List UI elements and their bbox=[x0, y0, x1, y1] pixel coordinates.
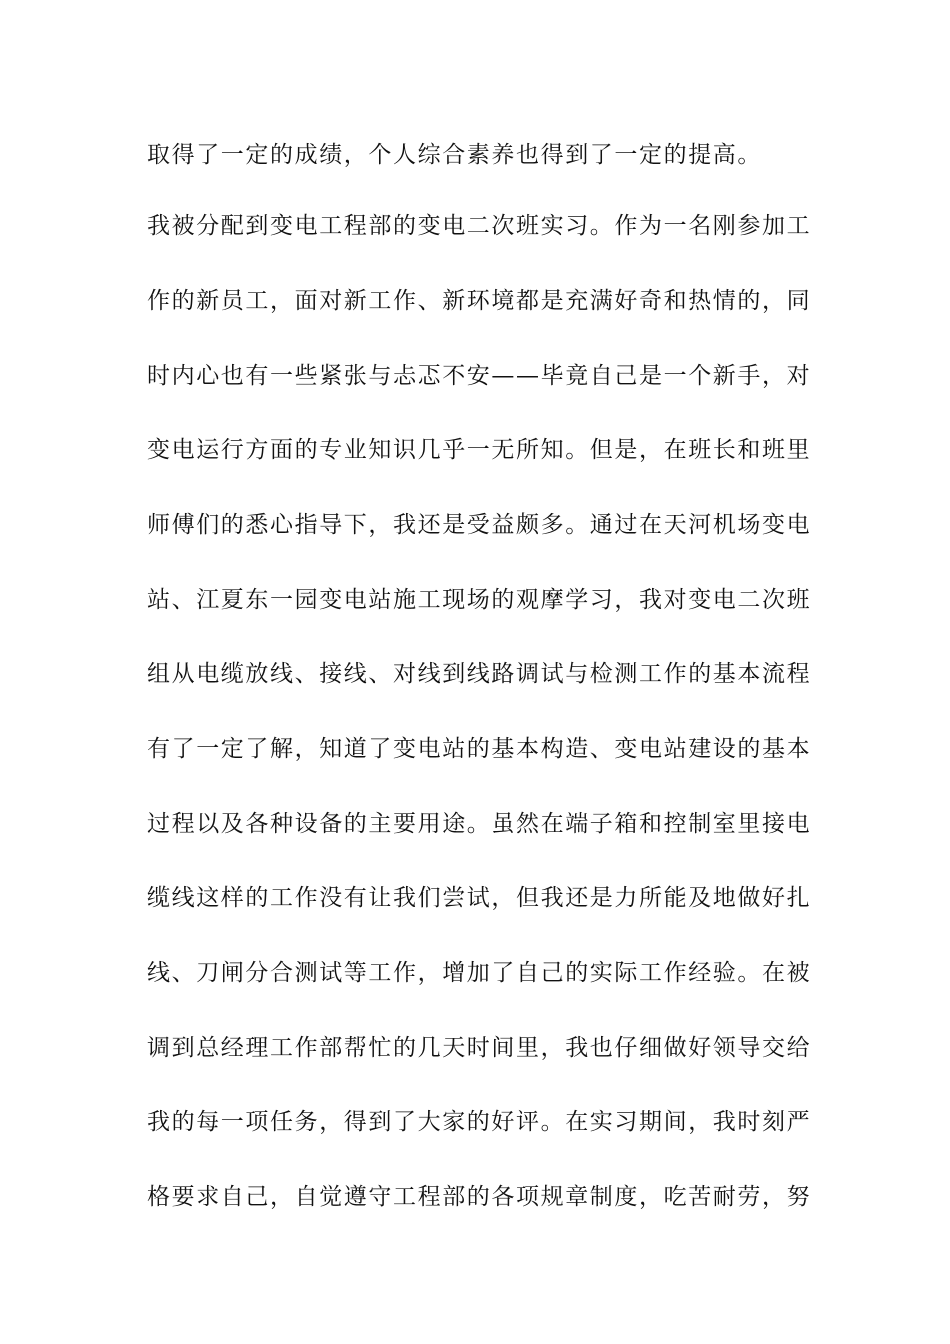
paragraph-line: 缆线这样的工作没有让我们尝试，但我还是力所能及地做好扎 bbox=[147, 885, 812, 911]
paragraph-line: 站、江夏东一园变电站施工现场的观摩学习，我对变电二次班 bbox=[147, 587, 812, 613]
paragraph-line: 变电运行方面的专业知识几乎一无所知。但是，在班长和班里 bbox=[147, 437, 812, 463]
paragraph-line: 过程以及各种设备的主要用途。虽然在端子箱和控制室里接电 bbox=[147, 811, 812, 837]
paragraph-line: 线、刀闸分合测试等工作，增加了自己的实际工作经验。在被 bbox=[147, 960, 812, 986]
paragraph-line: 组从电缆放线、接线、对线到线路调试与检测工作的基本流程 bbox=[147, 661, 812, 687]
paragraph-line: 调到总经理工作部帮忙的几天时间里，我也仔细做好领导交给 bbox=[147, 1035, 812, 1061]
paragraph-line: 时内心也有一些紧张与忐忑不安——毕竟自己是一个新手，对 bbox=[147, 363, 812, 389]
paragraph-line: 作的新员工，面对新工作、新环境都是充满好奇和热情的，同 bbox=[147, 288, 812, 314]
paragraph-line: 我被分配到变电工程部的变电二次班实习。作为一名刚参加工 bbox=[147, 213, 812, 239]
paragraph-line: 师傅们的悉心指导下，我还是受益颇多。通过在天河机场变电 bbox=[147, 512, 812, 538]
paragraph-line: 格要求自己，自觉遵守工程部的各项规章制度，吃苦耐劳，努 bbox=[147, 1184, 812, 1210]
paragraph-line: 我的每一项任务，得到了大家的好评。在实习期间，我时刻严 bbox=[147, 1109, 812, 1135]
paragraph-line: 取得了一定的成绩，个人综合素养也得到了一定的提高。 bbox=[147, 142, 762, 168]
paragraph-line: 有了一定了解，知道了变电站的基本构造、变电站建设的基本 bbox=[147, 736, 812, 762]
